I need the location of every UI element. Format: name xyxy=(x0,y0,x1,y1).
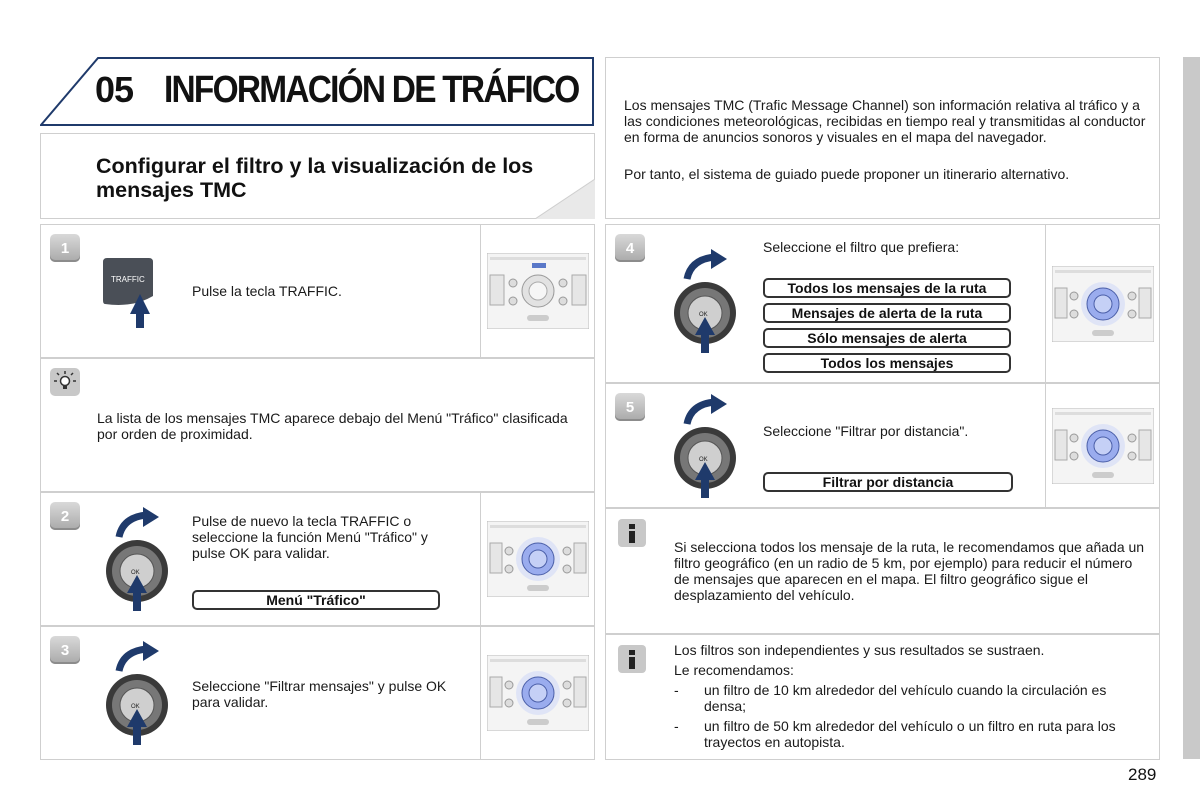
step-number-3: 3 xyxy=(50,636,80,664)
info-icon xyxy=(618,519,646,547)
rotary-knob-turn-icon xyxy=(103,507,173,617)
step-number-5: 5 xyxy=(615,393,645,421)
list-item: - un filtro de 50 km alrededor del vehículo o un filtro en ruta para los trayectos en autopista. xyxy=(674,718,1152,750)
menu-trafico-option[interactable]: Menú "Tráfico" xyxy=(192,590,440,610)
filter-option-route-alerts[interactable]: Mensajes de alerta de la ruta xyxy=(763,303,1011,323)
step-1-box xyxy=(40,224,595,358)
intro-paragraph-1: Los mensajes TMC (Trafic Message Channel) son información relativa al tráfico y a las condiciones meteorológicas, recibidas en tiempo real y transmitidas al conductor en forma de anuncios sonoros y visuales en el mapa del navegador. xyxy=(624,97,1146,145)
step-3-box xyxy=(40,626,595,760)
step-2-text: Pulse de nuevo la tecla TRAFFIC o seleccione la función Menú "Tráfico" y pulse OK para validar. xyxy=(192,513,428,561)
radio-panel-image xyxy=(487,521,589,597)
step-4-panel-thumb xyxy=(1045,225,1159,382)
tip-box xyxy=(40,358,595,492)
traffic-key-icon xyxy=(103,258,155,328)
radio-panel-image xyxy=(1052,266,1154,342)
intro-box xyxy=(605,57,1160,219)
step-number-2: 2 xyxy=(50,502,80,530)
intro-paragraph-2: Por tanto, el sistema de guiado puede proponer un itinerario alternativo. xyxy=(624,166,1070,182)
section-subtitle-box xyxy=(40,133,595,219)
step-5-box xyxy=(605,383,1160,508)
filter-option-all-route[interactable]: Todos los mensajes de la ruta xyxy=(763,278,1011,298)
page-fold-corner xyxy=(535,179,595,219)
chapter-header xyxy=(40,57,595,127)
svg-text:OK: OK xyxy=(131,704,140,710)
tip-text: La lista de los mensajes TMC aparece debajo del Menú "Tráfico" clasificada por orden de proximidad. xyxy=(97,410,568,442)
step-2-panel-thumb xyxy=(480,493,594,625)
filter-option-all-messages[interactable]: Todos los mensajes xyxy=(763,353,1011,373)
step-5-text: Seleccione "Filtrar por distancia". xyxy=(763,423,969,439)
step-4-box xyxy=(605,224,1160,383)
step-2-box xyxy=(40,492,595,626)
info-box-2 xyxy=(605,634,1160,760)
chapter-number: 05 xyxy=(95,69,134,110)
step-3-text: Seleccione "Filtrar mensajes" y pulse OK para validar. xyxy=(192,678,447,710)
step-3-panel-thumb xyxy=(480,627,594,759)
traffic-key-label: TRAFFIC xyxy=(111,275,145,284)
svg-text:OK: OK xyxy=(699,312,708,318)
section-subtitle: Configurar el filtro y la visualización de los mensajes TMC xyxy=(96,154,534,202)
radio-panel-image xyxy=(487,655,589,731)
svg-text:OK: OK xyxy=(699,457,708,463)
step-number-1: 1 xyxy=(50,234,80,262)
info-box-1 xyxy=(605,508,1160,634)
step-1-panel-thumb xyxy=(480,225,594,357)
rotary-knob-turn-icon xyxy=(103,641,173,751)
radio-panel-image xyxy=(1052,408,1154,484)
page-edge-strip xyxy=(1183,57,1200,759)
step-1-text: Pulse la tecla TRAFFIC. xyxy=(192,283,342,299)
info-1-text: Si selecciona todos los mensaje de la ruta, le recomendamos que añada un filtro geográfico (en un radio de 5 km, por ejemplo) para reducir el número de mensajes que aparecen en el mapa. El filtro geográfico sigue el desplazamiento del vehículo. xyxy=(674,539,1145,603)
page-number: 289 xyxy=(1128,765,1157,784)
rotary-knob-turn-icon xyxy=(671,394,741,504)
step-number-4: 4 xyxy=(615,234,645,262)
recommendation-list xyxy=(674,682,1152,750)
filter-by-distance-option[interactable]: Filtrar por distancia xyxy=(763,472,1013,492)
chapter-title: INFORMACIÓN DE TRÁFICO xyxy=(164,69,579,111)
info-2-line-2: Le recomendamos: xyxy=(674,662,794,678)
info-2-line-1: Los filtros son independientes y sus resultados se sustraen. xyxy=(674,642,1045,658)
radio-panel-image xyxy=(487,253,589,329)
step-4-text: Seleccione el filtro que prefiera: xyxy=(763,239,960,255)
svg-text:OK: OK xyxy=(131,570,140,576)
list-item: - un filtro de 10 km alrededor del vehículo cuando la circulación es densa; xyxy=(674,682,1152,714)
step-5-panel-thumb xyxy=(1045,384,1159,507)
lightbulb-icon xyxy=(50,368,80,396)
rotary-knob-turn-icon xyxy=(671,249,741,359)
filter-option-only-alerts[interactable]: Sólo mensajes de alerta xyxy=(763,328,1011,348)
info-icon xyxy=(618,645,646,673)
